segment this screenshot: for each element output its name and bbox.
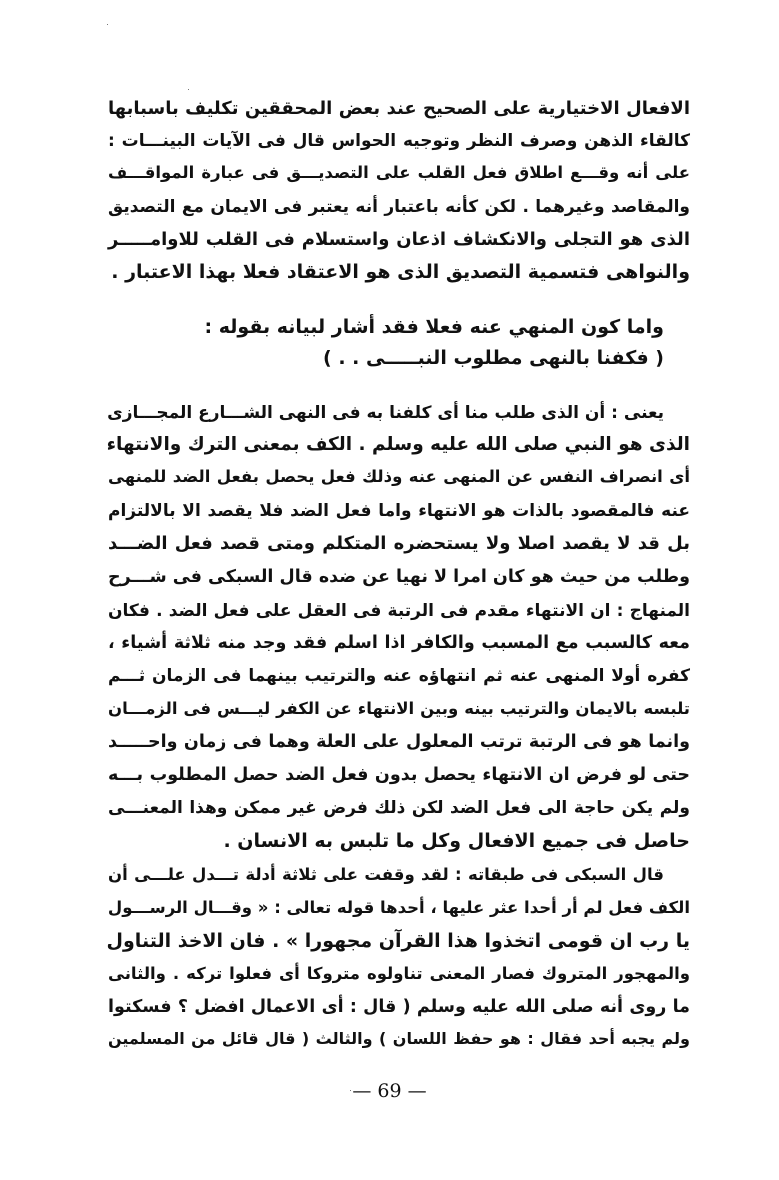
- text-line: المنهاج : ان الانتهاء مقدم فى الرتبة فى العقل على فعل الضد . فكان: [108, 601, 690, 621]
- text-line: يعنى : أن الذى طلب منا أى كلفنا به فى النهى الشـــارع المجـــازى: [107, 403, 664, 423]
- text-line: والمهجور المتروك فصار المعنى تناولوه متروكا أى فعلوا تركه . والثانى: [108, 964, 690, 983]
- text-line: الكف فعل لم أر أحدا عثر عليها ، أحدها قوله تعالى : « وقـــال الرســـول: [107, 898, 690, 917]
- text-line: ولم يجبه أحد فقال : هو حفظ اللسان ) والثالث ( قال قائل من المسلمين: [108, 1029, 690, 1048]
- text-line: والنواهى فتسمية التصديق الذى هو الاعتقاد فعلا بهذا الاعتبار .: [111, 261, 690, 283]
- text-line: الذى هو النبي صلى الله عليه وسلم . الكف بمعنى الترك والانتهاء: [106, 434, 690, 455]
- text-line: واما كون المنهي عنه فعلا فقد أشار لبيانه بقوله :: [204, 316, 664, 338]
- scan-speck: [350, 1090, 351, 1091]
- text-line: والمقاصد وغيرهما . لكن كأنه باعتبار أنه يعتبر فى الايمان مع التصديق: [108, 197, 690, 217]
- page-number: — 69 —: [352, 1080, 427, 1102]
- text-line: الذى هو التجلى والانكشاف اذعان واستسلام فى القلب للاوامـــــر: [108, 229, 690, 250]
- text-line: ما روى أنه صلى الله عليه وسلم ( قال : أى الاعمال افضل ؟ فسكتوا: [108, 997, 690, 1017]
- text-line: أى انصراف النفس عن المنهى عنه وذلك فعل يحصل بفعل الضد للمنهى: [108, 467, 690, 486]
- scan-speck: [188, 89, 189, 90]
- text-line: الافعال الاختيارية على الصحيح عند بعض المحققين تكليف باسبابها: [108, 98, 690, 119]
- text-line: بل قد لا يقصد اصلا ولا يستحضره المتكلم ومتى قصد فعل الضـــد: [108, 533, 690, 554]
- text-line: على أنه وقـــع اطلاق فعل القلب على التصديـــق فى عبارة المواقـــف: [108, 163, 690, 182]
- text-line: عنه فالمقصود بالذات هو الانتهاء واما فعل الضد فلا يقصد الا بالالتزام: [108, 501, 690, 521]
- text-line: حاصل فى جميع الافعال وكل ما تلبس به الانسان .: [223, 830, 690, 852]
- text-line: كفره أولا المنهى عنه ثم انتهاؤه عنه والترتيب بينهما فى الزمان ثـــم: [108, 666, 690, 686]
- text-line: قال السبكى فى طبقاته : لقد وقفت على ثلاثة أدلة تـــدل علـــى أن: [108, 865, 664, 884]
- verse-quote: ( فكفنا بالنهى مطلوب النبـــــى . . ): [323, 347, 664, 369]
- text-line: وطلب من حيث هو كان امرا لا نهيا عن ضده قال السبكى فى شـــرح: [108, 567, 690, 587]
- text-line: معه كالسبب مع المسبب والكافر اذا اسلم فقد وجد منه ثلاثة أشياء ،: [108, 633, 690, 653]
- text-line: تلبسه بالايمان والترتيب بينه وبين الانتهاء عن الكفر ليـــس فى الزمـــان: [108, 699, 690, 718]
- scan-speck: [107, 24, 108, 25]
- text-line: ولم يكن حاجة الى فعل الضد لكن ذلك فرض غير ممكن وهذا المعنـــى: [108, 798, 690, 818]
- text-line: حتى لو فرض ان الانتهاء يحصل بدون فعل الضد حصل المطلوب بـــه: [108, 765, 690, 785]
- text-line: وانما هو فى الرتبة ترتب المعلول على العلة وهما فى زمان واحـــــد: [108, 732, 690, 752]
- text-line: كالقاء الذهن وصرف النظر وتوجيه الحواس قال فى الآيات البينـــات :: [108, 131, 690, 151]
- text-line: يا رب ان قومى اتخذوا هذا القرآن مجهورا » . فان الاخذ التناول: [106, 930, 690, 952]
